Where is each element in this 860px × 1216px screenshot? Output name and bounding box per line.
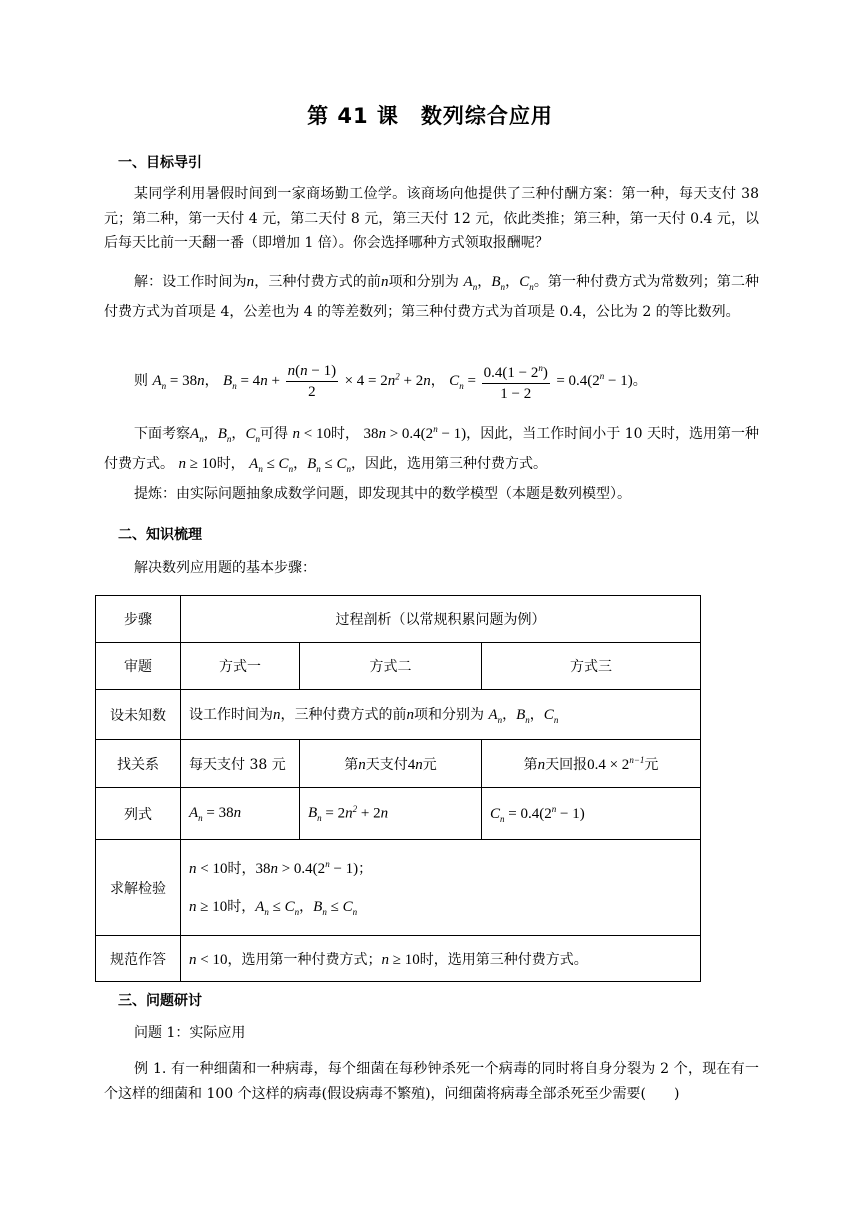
table-row bbox=[96, 596, 701, 643]
table-cell: 求解检验 bbox=[96, 840, 181, 936]
table-cell: 每天支付 38 元 bbox=[181, 740, 300, 788]
solution-paragraph: 解：设工作时间为n，三种付费方式的前n项和分别为 $A_n$，$B_n$，$C_n$。第一种付费方式为常数列；第二种付费方式为首项是 4，公差也为 4 的等差数列；第三种付费方式为首项是 0.4，公比为 2 的等比数列。 bbox=[104, 274, 760, 320]
problem-1-label: 问题 1：实际应用 bbox=[134, 1025, 246, 1041]
table-cell: 规范作答 bbox=[96, 936, 181, 982]
table-cell: $B_n = 2n^2 + 2n$ bbox=[300, 788, 482, 840]
table-row bbox=[96, 936, 701, 982]
example-1-paragraph: 例 1. 有一种细菌和一种病毒，每个细菌在每秒钟杀死一个病毒的同时将自身分裂为 2 个，现在有一个这样的细菌和 100 个这样的病毒(假设病毒不繁殖)，问细菌将病毒全部杀死至少需要( ) bbox=[104, 1061, 759, 1102]
table-cell: 方式二 bbox=[300, 643, 482, 690]
table-cell: 方式三 bbox=[482, 643, 701, 690]
problem-paragraph: 某同学利用暑假时间到一家商场勤工俭学。该商场向他提供了三种付酬方案：第一种，每天支付 38 元；第二种，第一天付 4 元，第二天付 8 元，第三天付 12 元，依此类推；第三种，第一天付 0.4 元，以后每天比前一天翻一番（即增加 1 倍）。你会选择哪种方式领取报酬呢？ bbox=[104, 186, 759, 251]
table-cell: 过程剖析（以常规积累问题为例） bbox=[181, 596, 701, 643]
steps-intro: 解决数列应用题的基本步骤： bbox=[134, 560, 316, 576]
section-heading-research: 三、问题研讨 bbox=[118, 993, 202, 1009]
steps-table bbox=[95, 595, 701, 982]
analysis-paragraph: 下面考察$A_n$，$B_n$，$C_n$可得 n < 10时， $38n > 0.4(2^n - 1)$，因此，当工作时间小于 10 天时，选用第一种付费方式。 n ≥ 10时， $A_n \le C_n$，$B_n \le C_n$，因此，选用第三种付费方式。 bbox=[104, 424, 760, 474]
table-cell: 设工作时间为n，三种付费方式的前n项和分别为 $A_n$，$B_n$，$C_n$ bbox=[181, 690, 701, 740]
section-heading-goals: 一、目标导引 bbox=[118, 155, 202, 171]
table-cell: 找关系 bbox=[96, 740, 181, 788]
table-cell: 列式 bbox=[96, 788, 181, 840]
table-row bbox=[96, 840, 701, 936]
page-title: 第 41 课 数列综合应用 bbox=[307, 104, 553, 128]
table-row bbox=[96, 740, 701, 788]
table-cell: 第n天回报$0.4 \times 2^{n-1}$元 bbox=[482, 740, 701, 788]
table-cell: 第n天支付4n元 bbox=[300, 740, 482, 788]
table-cell: $A_n = 38n$ bbox=[181, 788, 300, 840]
table-cell: n < 10时，$38n > 0.4(2^n - 1)$； n ≥ 10时，$A_n \le C_n$，$B_n \le C_n$ bbox=[181, 840, 701, 936]
table-cell: $C_n = 0.4(2^n - 1)$ bbox=[482, 788, 701, 840]
formula-line: 则 $A_n = 38n$， $B_n = 4n$ + $\frac{n(n - 1)}{2}$ × $4 = 2n^2 + 2n$， $C_n$ = $\frac{0.4(1 - 2^n)}{1 - 2}$ = $0.4(2^n - 1)$。 bbox=[134, 358, 647, 404]
table-cell: 审题 bbox=[96, 643, 181, 690]
refine-paragraph: 提炼：由实际问题抽象成数学问题，即发现其中的数学模型（本题是数列模型）。 bbox=[134, 486, 631, 502]
table-row bbox=[96, 643, 701, 690]
table-cell: 方式一 bbox=[181, 643, 300, 690]
table-cell: 步骤 bbox=[96, 596, 181, 643]
section-heading-knowledge: 二、知识梳理 bbox=[118, 527, 202, 543]
table-row bbox=[96, 690, 701, 740]
table-row bbox=[96, 788, 701, 840]
table-cell: 设未知数 bbox=[96, 690, 181, 740]
table-cell: n < 10，选用第一种付费方式；n ≥ 10时，选用第三种付费方式。 bbox=[181, 936, 701, 982]
